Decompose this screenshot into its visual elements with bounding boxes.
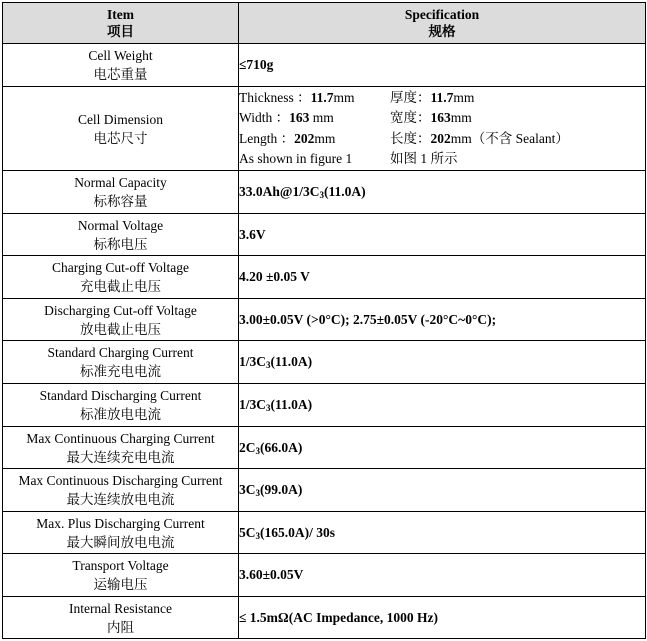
item-cell: Max Continuous Charging Current 最大连续充电电流 (3, 427, 239, 469)
thickness-line: Thickness ：11.7mm 厚度：11.7mm (239, 89, 475, 105)
spec-cell: 3.60±0.05V (239, 554, 646, 597)
length-line: Length ：202mm 长度：202mm（不含 Sealant） (239, 130, 569, 146)
item-cell: Internal Resistance 内阻 (3, 597, 239, 639)
item-cell: Transport Voltage 运输电压 (3, 554, 239, 597)
table-row (3, 44, 646, 87)
table-row (3, 299, 646, 341)
table-row (3, 512, 646, 554)
table-row (3, 469, 646, 512)
item-cell: Standard Charging Current 标准充电电流 (3, 341, 239, 384)
spec-cell: ≤710g (239, 44, 646, 87)
header-spec-cn: 规格 (428, 24, 456, 39)
specification-table (2, 2, 646, 639)
header-item-cn: 项目 (107, 24, 134, 39)
table-row (3, 597, 646, 639)
spec-cell: $5C_3(165.0A)/$ 30s (239, 512, 646, 554)
spec-cell: $33.0Ah@1/3C_3(11.0A)$ (239, 171, 646, 214)
header-item (3, 3, 239, 44)
item-cell: Max Continuous Discharging Current 最大连续放电电流 (3, 469, 239, 512)
item-cell: Standard Discharging Current 标准放电电流 (3, 384, 239, 427)
table-row (3, 214, 646, 256)
header-row (3, 3, 646, 44)
spec-cell: $1/3C_3(11.0A)$ (239, 384, 646, 427)
table-row (3, 87, 646, 171)
spec-cell: $3C_3(99.0A)$ (239, 469, 646, 512)
table-row (3, 554, 646, 597)
spec-cell: 3.00±0.05V (>0°C); 2.75±0.05V (-20°C~0°C); (239, 299, 646, 341)
dimension-cell (239, 87, 646, 171)
item-cell: Normal Capacity 标称容量 (3, 171, 239, 214)
table-row (3, 171, 646, 214)
header-specification (239, 3, 646, 44)
item-cell: Cell Dimension 电芯尺寸 (3, 87, 239, 171)
figure-line: As shown in figure 1 如图 1 所示 (239, 151, 458, 166)
spec-cell: ≤ 1.5mΩ(AC Impedance, 1000 Hz) (239, 597, 646, 639)
item-cell: Charging Cut-off Voltage 充电截止电压 (3, 256, 239, 299)
table-row (3, 427, 646, 469)
spec-cell: 4.20 ±0.05 V (239, 256, 646, 299)
item-cell: Normal Voltage 标称电压 (3, 214, 239, 256)
table-row (3, 256, 646, 299)
header-spec-en: Specification (404, 7, 480, 22)
spec-cell: 3.6V (239, 214, 646, 256)
spec-cell: $2C_3(66.0A)$ (239, 427, 646, 469)
header-item-en: Item (107, 7, 134, 22)
spec-cell: $1/3C_3(11.0A)$ (239, 341, 646, 384)
table-row (3, 341, 646, 384)
width-line: Width ：163 mm 宽度：163mm (239, 110, 472, 125)
item-cell: Max. Plus Discharging Current 最大瞬间放电电流 (3, 512, 239, 554)
item-cell: Discharging Cut-off Voltage 放电截止电压 (3, 299, 239, 341)
item-cell: Cell Weight 电芯重量 (3, 44, 239, 87)
table-row (3, 384, 646, 427)
